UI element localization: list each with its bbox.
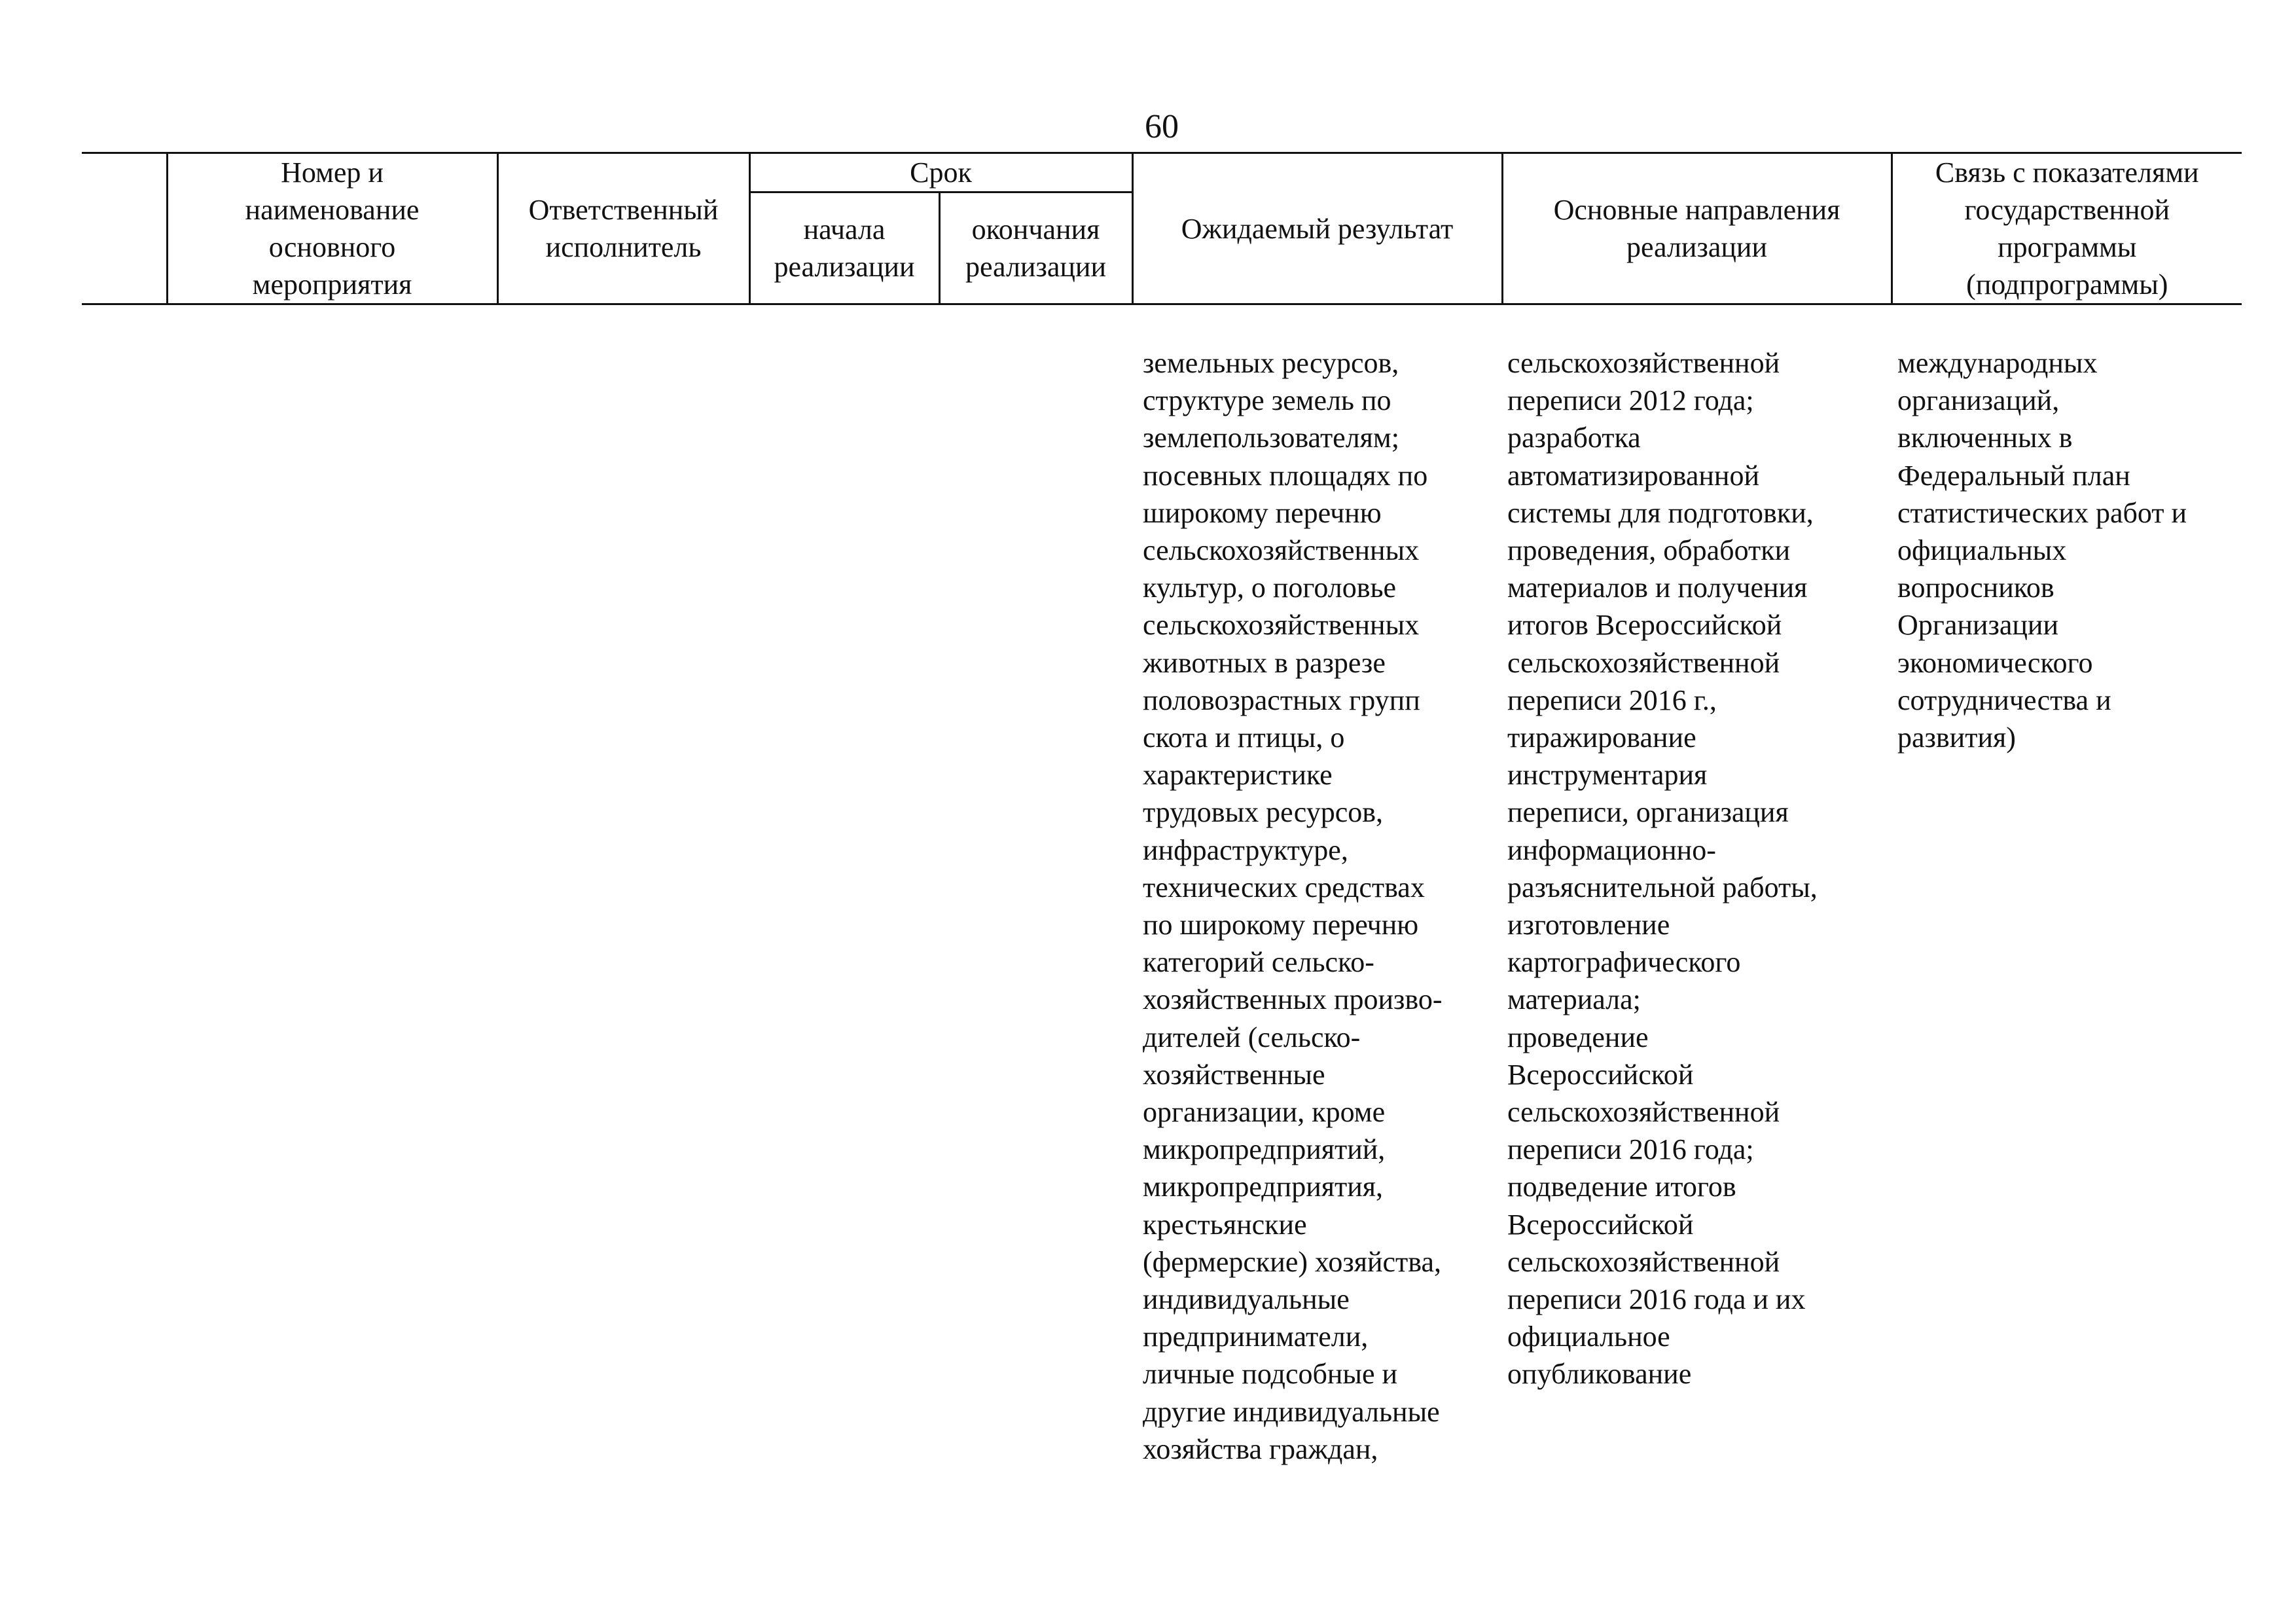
page-number: 60 <box>1145 108 1179 145</box>
header-number-name: Номер и наименование основного мероприятия <box>167 153 497 304</box>
expected-result-text: земельных ресурсов, структуре земель по землепользователям; посевных площадях по широкому перечню сельскохозяйственных культур, о поголовье сельскохозяйственных животных в разрезе половозрастных групп скота и птицы, о характеристике трудовых ресурсов, инфраструктуре, технических средствах по широкому перечню категорий сельско- хозяйственных произво- дителей (сельско- хозяйственные организации, кроме микропредприятий, микропредприятия, крестьянские (фермерские) хозяйства, индивидуальные предприниматели, личные подсобные и другие индивидуальные хозяйства граждан, <box>1143 347 1443 1465</box>
header-start: начала реализации <box>749 192 939 304</box>
header-spacer-cell <box>82 153 167 304</box>
header-term: Срок <box>749 153 1132 192</box>
header-indicators-link: Связь с показателями государственной программы (подпрограммы) <box>1892 153 2242 304</box>
table-header <box>82 152 2242 305</box>
header-end: окончания реализации <box>939 192 1132 304</box>
header-responsible: Ответственный исполнитель <box>497 153 749 304</box>
indicators-link-text: международных организаций, включенных в Федеральный план статистических работ и официальных вопросников Организации экономического сотрудничества и развития) <box>1897 347 2187 754</box>
main-directions-text: сельскохозяйственной переписи 2012 года; разработка автоматизированной системы для подготовки, проведения, обработки материалов и получения итогов Всероссийской сельскохозяйственной переписи 2016 г., тиражирование инструментария переписи, организация информационно- разъяснительной работы, изготовление картографического материала; проведение Всероссийской сельскохозяйственной переписи 2016 года; подведение итогов Всероссийской сельскохозяйственной переписи 2016 года и их официальное опубликование <box>1507 347 1818 1391</box>
header-expected-result: Ожидаемый результат <box>1132 153 1502 304</box>
header-main-directions: Основные направления реализации <box>1502 153 1892 304</box>
